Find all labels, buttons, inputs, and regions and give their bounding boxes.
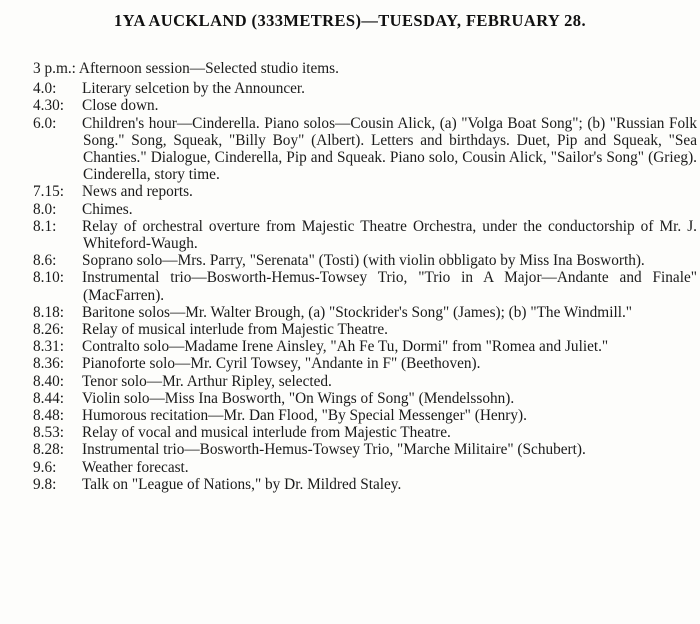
entry-text: Pianoforte solo—Mr. Cyril Towsey, "Andante in F" (Beethoven). xyxy=(82,355,481,373)
entry-time: 8.28: xyxy=(33,441,65,459)
schedule-entry xyxy=(33,183,697,200)
schedule-entry xyxy=(33,269,697,303)
entry-time: 8.36: xyxy=(33,355,65,373)
entry-time: 8.26: xyxy=(33,321,65,339)
programme-date: TUESDAY, FEBRUARY 28. xyxy=(378,11,586,30)
schedule-entry xyxy=(33,97,697,114)
entry-time: 6.0: xyxy=(33,114,57,132)
entry-text: Afternoon session—Selected studio items. xyxy=(78,60,339,77)
entry-text: Children's hour—Cinderella. Piano solos—Cousin Alick, (a) "Volga Boat Song"; (b) "Russian Folk Song." Song, Squeak, "Billy Boy" (Albert). Letters and birthdays. Duet, Pip and Squeak, "Sea Chanties." Dialogue, Cinderella, Pip and Squeak. Piano solo, Cousin Alick, "Sailor's Song" (Grieg). Cinderella, story time. xyxy=(82,114,697,184)
entry-text: News and reports. xyxy=(82,183,193,201)
entry-time: 9.8: xyxy=(33,475,57,493)
schedule-entry xyxy=(33,60,697,77)
schedule-entry xyxy=(33,252,697,269)
schedule-entry xyxy=(33,373,697,390)
entry-time: 8.1: xyxy=(33,217,57,235)
schedule-entry xyxy=(33,218,697,252)
entry-text: Close down. xyxy=(82,97,159,115)
schedule-entry xyxy=(33,321,697,338)
schedule-entry xyxy=(33,424,697,441)
station-name: 1YA AUCKLAND (333METRES) xyxy=(114,11,362,30)
entry-text: Soprano solo—Mrs. Parry, "Serenata" (Tosti) (with violin obbligato by Miss Ina Bosworth). xyxy=(82,252,645,270)
entry-text: Baritone solos—Mr. Walter Brough, (a) "Stockrider's Song" (James); (b) "The Windmill." xyxy=(82,303,633,321)
entry-text: Instrumental trio—Bosworth-Hemus-Towsey Trio, "Marche Militaire" (Schubert). xyxy=(82,441,586,459)
programme-heading xyxy=(0,11,700,31)
schedule-entry xyxy=(33,390,697,407)
entry-time: 8.48: xyxy=(33,407,65,425)
entry-time: 9.6: xyxy=(33,458,57,476)
heading-dash: — xyxy=(361,11,379,30)
entry-text: Chimes. xyxy=(82,200,133,218)
entry-text: Relay of orchestral overture from Majestic Theatre Orchestra, under the conductorship of Mr. J. Whiteford-Waugh. xyxy=(82,217,697,253)
entry-text: Tenor solo—Mr. Arthur Ripley, selected. xyxy=(82,372,332,390)
schedule-entry xyxy=(33,115,697,184)
entry-text: Relay of musical interlude from Majestic Theatre. xyxy=(82,321,388,339)
schedule-entry xyxy=(33,476,697,493)
entry-text: Relay of vocal and musical interlude from Majestic Theatre. xyxy=(82,424,451,442)
schedule-entry xyxy=(33,355,697,372)
entry-text: Violin solo—Miss Ina Bosworth, "On Wings of Song" (Mendelssohn). xyxy=(82,389,515,407)
entry-text: Weather forecast. xyxy=(82,458,189,476)
entry-time: 4.30: xyxy=(33,97,65,115)
schedule-entry xyxy=(33,441,697,458)
entry-time: 8.0: xyxy=(33,200,57,218)
entry-time: 7.15: xyxy=(33,183,65,201)
schedule-entry xyxy=(33,407,697,424)
entry-text: Talk on "League of Nations," by Dr. Mildred Staley. xyxy=(82,475,402,493)
entry-time: 8.6: xyxy=(33,252,57,270)
schedule-entry xyxy=(33,80,697,97)
entry-text: Literary selcetion by the Announcer. xyxy=(82,80,306,98)
entry-time: 8.44: xyxy=(33,389,65,407)
entry-text: Instrumental trio—Bosworth-Hemus-Towsey Trio, "Trio in A Major—Andante and Finale" (MacFarren). xyxy=(82,269,697,304)
entry-time: 8.53: xyxy=(33,424,65,442)
entry-text: Contralto solo—Madame Irene Ainsley, "Ah Fe Tu, Dormi" from "Romea and Juliet." xyxy=(82,338,609,356)
schedule-entry xyxy=(33,459,697,476)
schedule-entry xyxy=(33,338,697,355)
entry-time: 8.10: xyxy=(33,269,65,287)
entry-time: 8.31: xyxy=(33,338,65,356)
entry-time: 8.18: xyxy=(33,303,65,321)
schedule-entry xyxy=(33,201,697,218)
entry-time: 8.40: xyxy=(33,372,65,390)
entry-time: 4.0: xyxy=(33,80,57,98)
entry-time: 3 p.m.: xyxy=(33,60,76,77)
programme-schedule xyxy=(33,60,697,493)
schedule-entry xyxy=(33,304,697,321)
entry-text: Humorous recitation—Mr. Dan Flood, "By Special Messenger" (Henry). xyxy=(82,407,527,425)
